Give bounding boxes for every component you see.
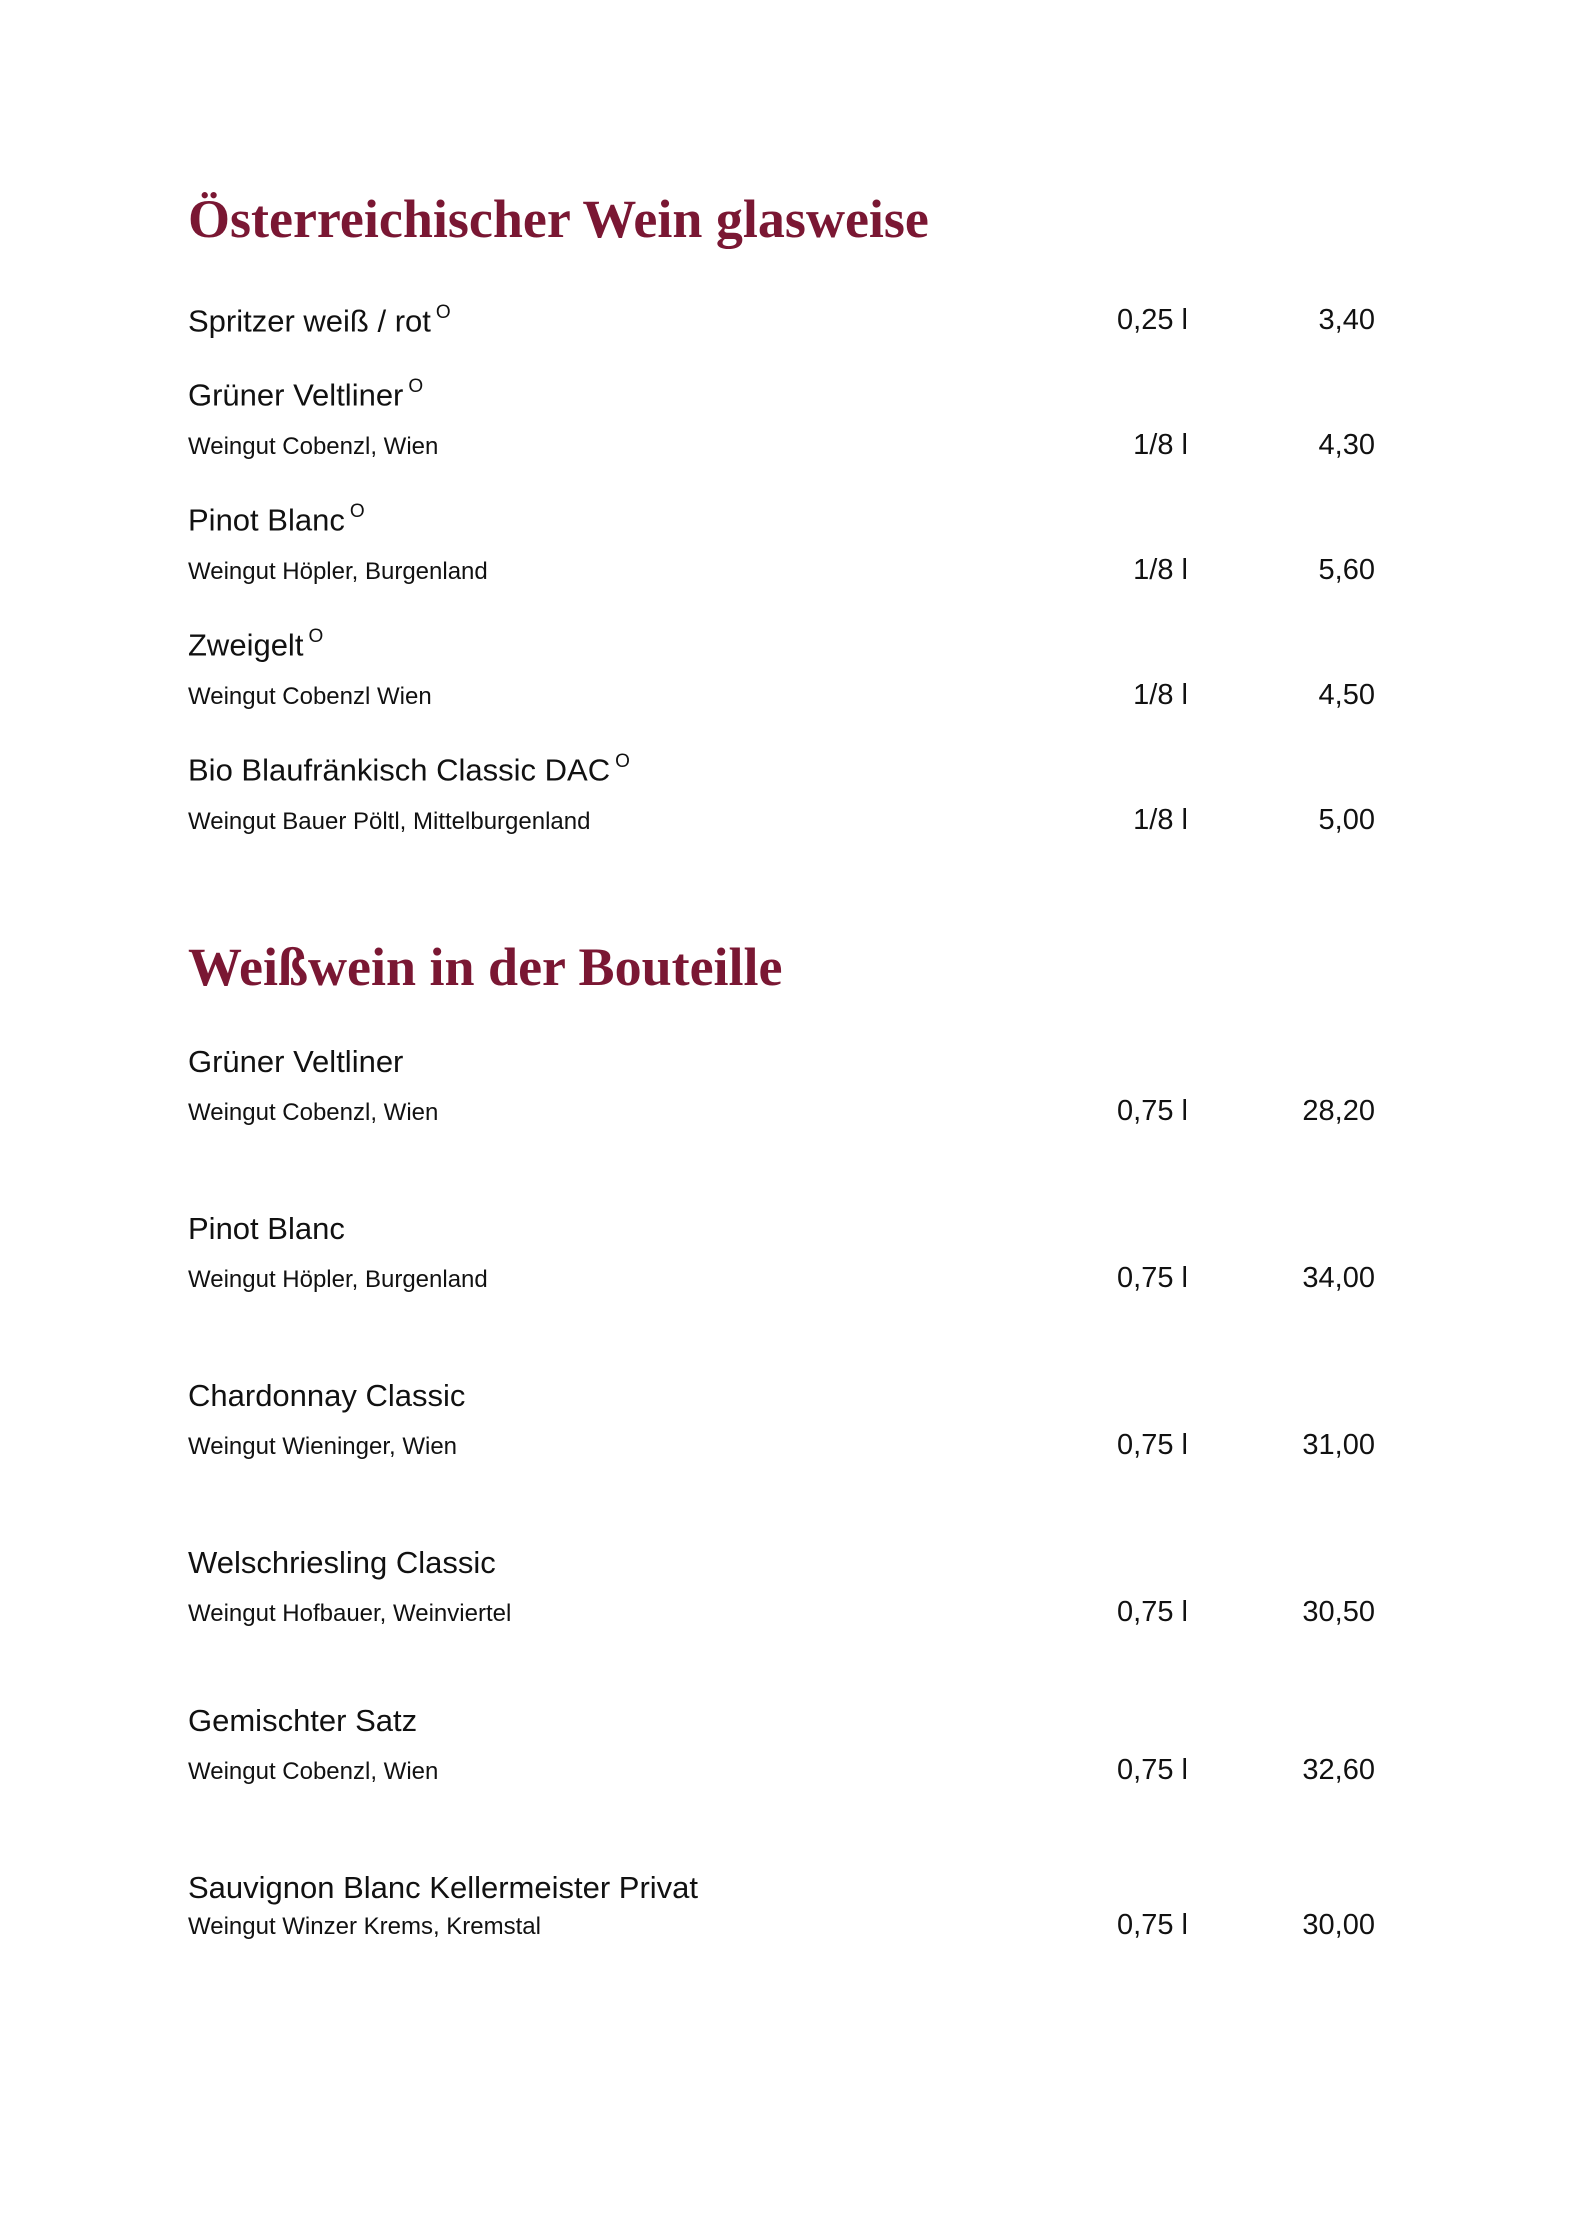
menu-item-winery: Weingut Höpler, Burgenland [188,1266,488,1293]
menu-item-winery: Weingut Cobenzl, Wien [188,1099,439,1126]
menu-item-name: Welschriesling Classic [188,1545,496,1580]
menu-item-price: 3,40 [1318,304,1375,336]
menu-item-price: 30,50 [1302,1596,1375,1628]
menu-item-name: Pinot Blanc $^O$ [188,501,365,538]
menu-item-volume: 1/8 l [1133,804,1188,836]
menu-item-volume: 1/8 l [1133,429,1188,461]
menu-item-name: Sauvignon Blanc Kellermeister Privat [188,1870,699,1905]
menu-item-winery: Weingut Cobenzl, Wien [188,1758,439,1785]
menu-item-price: 5,60 [1318,554,1375,586]
menu-item-winery: Weingut Cobenzl Wien [188,683,432,710]
menu-item-volume: 0,75 l [1117,1095,1188,1127]
menu-item-winery: Weingut Bauer Pöltl, Mittelburgenland [188,808,591,835]
menu-item-winery: Weingut Wieninger, Wien [188,1433,458,1460]
menu-item-volume: 0,75 l [1117,1754,1188,1786]
menu-item-name: Bio Blaufränkisch Classic DAC $^O$ [188,751,630,788]
menu-item-volume: 0,75 l [1117,1429,1188,1461]
menu-item-name: Zweigelt $^O$ [188,626,324,663]
menu-item-price: 31,00 [1302,1429,1375,1461]
menu-item-price: 34,00 [1302,1262,1375,1294]
menu-item-name: Spritzer weiß / rot $^O$ [188,302,451,339]
section-title-bottle: Weißwein in der Bouteille [188,937,783,997]
menu-item-price: 32,60 [1302,1754,1375,1786]
organic-mark-icon: O [615,751,630,772]
menu-item-winery: Weingut Hofbauer, Weinviertel [188,1600,512,1627]
menu-item-volume: 1/8 l [1133,679,1188,711]
menu-item-price: 30,00 [1302,1909,1375,1941]
section-title-glass: Österreichischer Wein glasweise [188,189,929,249]
organic-mark-icon: O [408,376,424,397]
menu-item-price: 28,20 [1302,1095,1375,1127]
menu-item-volume: 0,25 l [1117,304,1188,336]
menu-item-name: Grüner Veltliner $^O$ [188,376,424,413]
menu-item-volume: 0,75 l [1117,1262,1188,1294]
menu-item-name: Pinot Blanc [188,1211,345,1246]
menu-item-winery: Weingut Winzer Krems, Kremstal [188,1913,541,1940]
menu-item-price: 5,00 [1318,804,1375,836]
organic-mark-icon: O [308,626,324,647]
organic-mark-icon: O [349,501,365,522]
menu-item-winery: Weingut Höpler, Burgenland [188,558,488,585]
menu-item-volume: 0,75 l [1117,1909,1188,1941]
menu-item-volume: 1/8 l [1133,554,1188,586]
menu-item-name: Gemischter Satz [188,1703,418,1738]
menu-item-winery: Weingut Cobenzl, Wien [188,433,439,460]
menu-item-name: Grüner Veltliner [188,1044,404,1079]
menu-item-name: Chardonnay Classic [188,1378,466,1413]
menu-item-price: 4,50 [1318,679,1375,711]
organic-mark-icon: O [435,302,451,323]
menu-item-volume: 0,75 l [1117,1596,1188,1628]
menu-item-price: 4,30 [1318,429,1375,461]
